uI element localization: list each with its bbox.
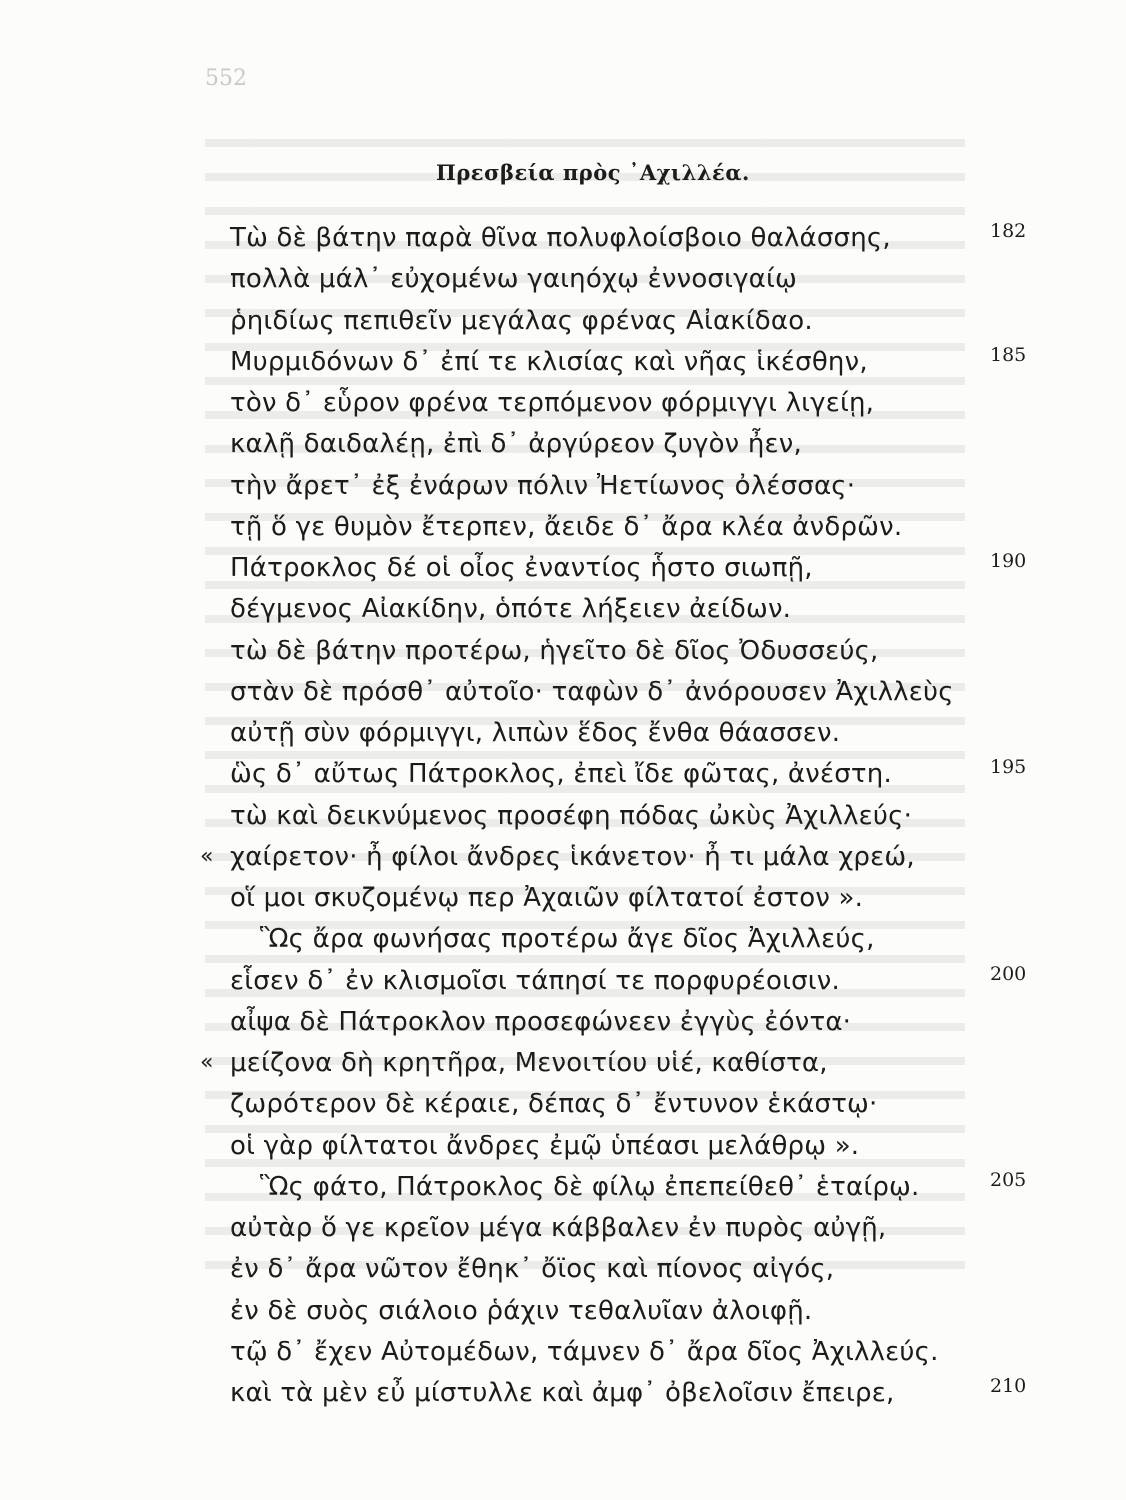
verse-line: δέγμενος Αἰακίδην, ὁπότε λήξειεν ἀείδων. [230, 594, 792, 625]
verse-line: Πάτροκλος δέ οἱ οἶος ἐναντίος ἧστο σιωπῇ, [230, 553, 813, 583]
verse-line: οἵ μοι σκυζομένῳ περ Ἀχαιῶν φίλτατοί ἐστον ». [230, 883, 864, 913]
verse-line: τὼ καὶ δεικνύμενος προσέφη πόδας ὠκὺς Ἀχιλλεύς· [230, 800, 913, 831]
quote-mark: « [200, 1050, 214, 1075]
page-heading: Πρεσβεία πρὸς ᾿Αχιλλέα. [436, 160, 750, 185]
verse-line: οἱ γὰρ φίλτατοι ἄνδρες ἐμῷ ὑπέασι μελάθρῳ ». [230, 1130, 860, 1161]
line-number: 210 [990, 1375, 1027, 1397]
verse-line: εἷσεν δ᾿ ἐν κλισμοῖσι τάπησί τε πορφυρέοισιν. [230, 965, 840, 996]
page-number: 552 [205, 66, 247, 91]
verse-line: ῥηιδίως πεπιθεῖν μεγάλας φρένας Αἰακίδαο. [230, 305, 813, 336]
verse-line: στὰν δὲ πρόσθ᾿ αὐτοῖο· ταφὼν δ᾿ ἀνόρουσεν Ἀχιλλεὺς [230, 676, 954, 707]
verse-line: Μυρμιδόνων δ᾿ ἐπί τε κλισίας καὶ νῆας ἱκέσθην, [230, 346, 868, 377]
line-number: 195 [990, 756, 1027, 779]
verse-line: τὼ δὲ βάτην προτέρω, ἡγεῖτο δὲ δῖος Ὀδυσσεύς, [230, 635, 879, 666]
verse-line: ἐν δὲ συὸς σιάλοιο ῥάχιν τεθαλυῖαν ἀλοιφῇ. [230, 1295, 813, 1326]
verse-line: τῇ ὅ γε θυμὸν ἔτερπεν, ἄειδε δ᾿ ἄρα κλέα ἀνδρῶν. [230, 511, 903, 542]
verse-line: Τὼ δὲ βάτην παρὰ θῖνα πολυφλοίσβοιο θαλάσσης, [230, 223, 891, 253]
verse-line: Ὣς φάτο, Πάτροκλος δὲ φίλῳ ἐπεπείθεθ᾿ ἑταίρῳ. [260, 1171, 920, 1202]
verse-line: χαίρετον· ἦ φίλοι ἄνδρες ἱκάνετον· ἦ τι μάλα χρεώ, [230, 841, 915, 872]
verse-line: αἶψα δὲ Πάτροκλον προσεφώνεεν ἐγγὺς ἐόντα· [230, 1006, 852, 1037]
verse-line: αὐτῇ σὺν φόρμιγγι, λιπὼν ἕδος ἔνθα θάασσεν. [230, 718, 841, 748]
verse-line: τὴν ἄρετ᾿ ἐξ ἐνάρων πόλιν Ἠετίωνος ὀλέσσας· [230, 470, 856, 501]
verse-line: ἐν δ᾿ ἄρα νῶτον ἔθηκ᾿ ὄϊος καὶ πίονος αἰγός, [230, 1254, 835, 1285]
line-number: 200 [990, 962, 1027, 985]
verse-line: τῷ δ᾿ ἔχεν Αὐτομέδων, τάμνεν δ᾿ ἄρα δῖος Ἀχιλλεύς. [230, 1336, 939, 1367]
verse-line: τὸν δ᾿ εὗρον φρένα τερπόμενον φόρμιγγι λιγείῃ, [230, 388, 875, 418]
verse-line: πολλὰ μάλ᾿ εὐχομένω γαιηόχῳ ἐννοσιγαίῳ [230, 264, 797, 295]
line-number: 205 [990, 1168, 1027, 1191]
quote-mark: « [200, 843, 214, 869]
verse-line: καὶ τὰ μὲν εὖ μίστυλλε καὶ ἀμφ᾿ ὀβελοῖσιν ἔπειρε, [230, 1378, 895, 1408]
verse-line: ζωρότερον δὲ κέραιε, δέπας δ᾿ ἔντυνον ἑκάστῳ· [230, 1089, 878, 1120]
line-number: 190 [990, 550, 1027, 572]
verse-line: αὐτὰρ ὅ γε κρεῖον μέγα κάββαλεν ἐν πυρὸς αὐγῇ, [230, 1213, 887, 1243]
line-number: 185 [990, 343, 1027, 366]
line-number: 182 [990, 220, 1027, 242]
verse-line: καλῇ δαιδαλέῃ, ἐπὶ δ᾿ ἀργύρεον ζυγὸν ἦεν, [230, 429, 802, 460]
verse-line: μείζονα δὴ κρητῆρα, Μενοιτίου υἱέ, καθίστα, [230, 1048, 828, 1078]
verse-line: Ὣς ἄρα φωνήσας προτέρω ἄγε δῖος Ἀχιλλεύς, [260, 924, 875, 955]
verse-line: ὣς δ᾿ αὔτως Πάτροκλος, ἐπεὶ ἴδε φῶτας, ἀνέστη. [230, 759, 892, 790]
